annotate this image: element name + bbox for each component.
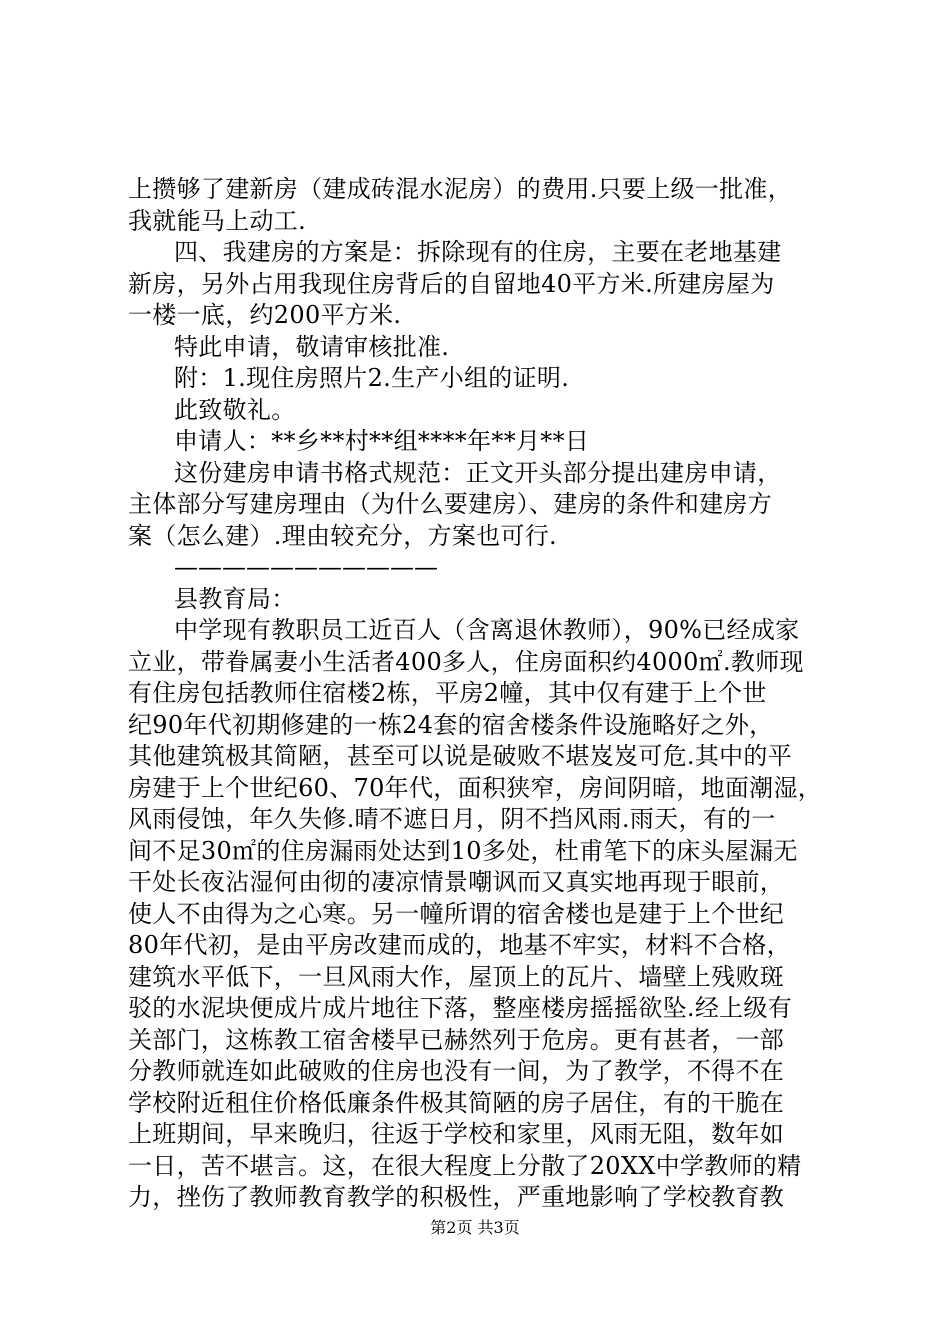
text-line: 新房，另外占用我现住房背后的自留地40平方米.所建房屋为: [128, 269, 775, 298]
text-line: 一日，苦不堪言。这，在很大程度上分散了20XX中学教师的精: [128, 1151, 802, 1180]
text-line: 风雨侵蚀，年久失修.晴不遮日月，阴不挡风雨.雨天，有的一: [128, 805, 776, 833]
text-line: 四、我建房的方案是：拆除现有的住房，主要在老地基建: [174, 238, 782, 266]
text-line: 主体部分写建房理由（为什么要建房）、建房的条件和建房方: [128, 490, 773, 518]
text-line: 上攒够了建新房（建成砖混水泥房）的费用.只要上级一批准，: [128, 175, 793, 203]
text-line: 力，挫伤了教师教育教学的积极性，严重地影响了学校教育教: [128, 1183, 785, 1211]
text-line: 上班期间，早来晚归，往返于学校和家里，风雨无阻，数年如: [128, 1120, 785, 1148]
text-line: 一楼一底，约200平方米.: [128, 301, 402, 329]
text-line: 附：1.现住房照片2.生产小组的证明.: [174, 364, 570, 392]
text-line: 分教师就连如此破败的住房也没有一间，为了教学，不得不在: [128, 1057, 785, 1085]
text-line: 县教育局：: [174, 584, 296, 613]
text-line: 建筑水平低下，一旦风雨大作，屋顶上的瓦片、墙壁上残败斑: [128, 962, 785, 991]
text-line: 此致敬礼。: [174, 395, 296, 424]
text-line: 纪90年代初期修建的一栋24套的宿舍楼条件设施略好之外，: [128, 710, 774, 739]
text-line: 其他建筑极其简陋，甚至可以说是破败不堪岌岌可危.其中的平: [128, 742, 793, 770]
document-body: [128, 174, 828, 1214]
text-line: 有住房包括教师住宿楼2栋，平房2幢，其中仅有建于上个世: [128, 679, 767, 707]
text-line: 案（怎么建）.理由较充分，方案也可行.: [128, 521, 557, 550]
text-line: 使人不由得为之心寒。另一幢所谓的宿舍楼也是建于上个世纪: [128, 899, 785, 928]
text-line: 我就能马上动工.: [128, 206, 307, 235]
text-line: 房建于上个世纪60、70年代，面积狭窄，房间阴暗，地面潮湿，: [128, 773, 823, 802]
text-line: 中学现有教职员工近百人（含离退休教师），90%已经成家: [174, 616, 800, 644]
text-line: 立业，带眷属妻小生活者400多人，住房面积约4000㎡.教师现: [128, 647, 804, 676]
text-line: 学校附近租住价格低廉条件极其简陋的房子居住，有的干脆在: [128, 1088, 785, 1117]
text-line: 特此申请，敬请审核批准.: [174, 332, 450, 361]
text-line: ———————————: [174, 553, 438, 581]
text-line: 干处长夜沾湿何由彻的凄凉情景嘲讽而又真实地再现于眼前，: [128, 868, 785, 896]
text-line: 申请人：**乡**村**组****年**月**日: [174, 427, 590, 455]
text-line: 这份建房申请书格式规范：正文开头部分提出建房申请，: [174, 458, 782, 487]
page-footer: 第2页 共3页: [430, 1218, 520, 1237]
text-line: 间不足30㎡的住房漏雨处达到10多处，杜甫笔下的床头屋漏无: [128, 836, 798, 865]
text-line: 驳的水泥块便成片成片地往下落，整座楼房摇摇欲坠.经上级有: [128, 994, 793, 1022]
text-line: 80年代初，是由平房改建而成的，地基不牢实，材料不合格，: [128, 931, 791, 959]
text-line: 关部门，这栋教工宿舍楼早已赫然列于危房。更有甚者，一部: [128, 1025, 785, 1054]
